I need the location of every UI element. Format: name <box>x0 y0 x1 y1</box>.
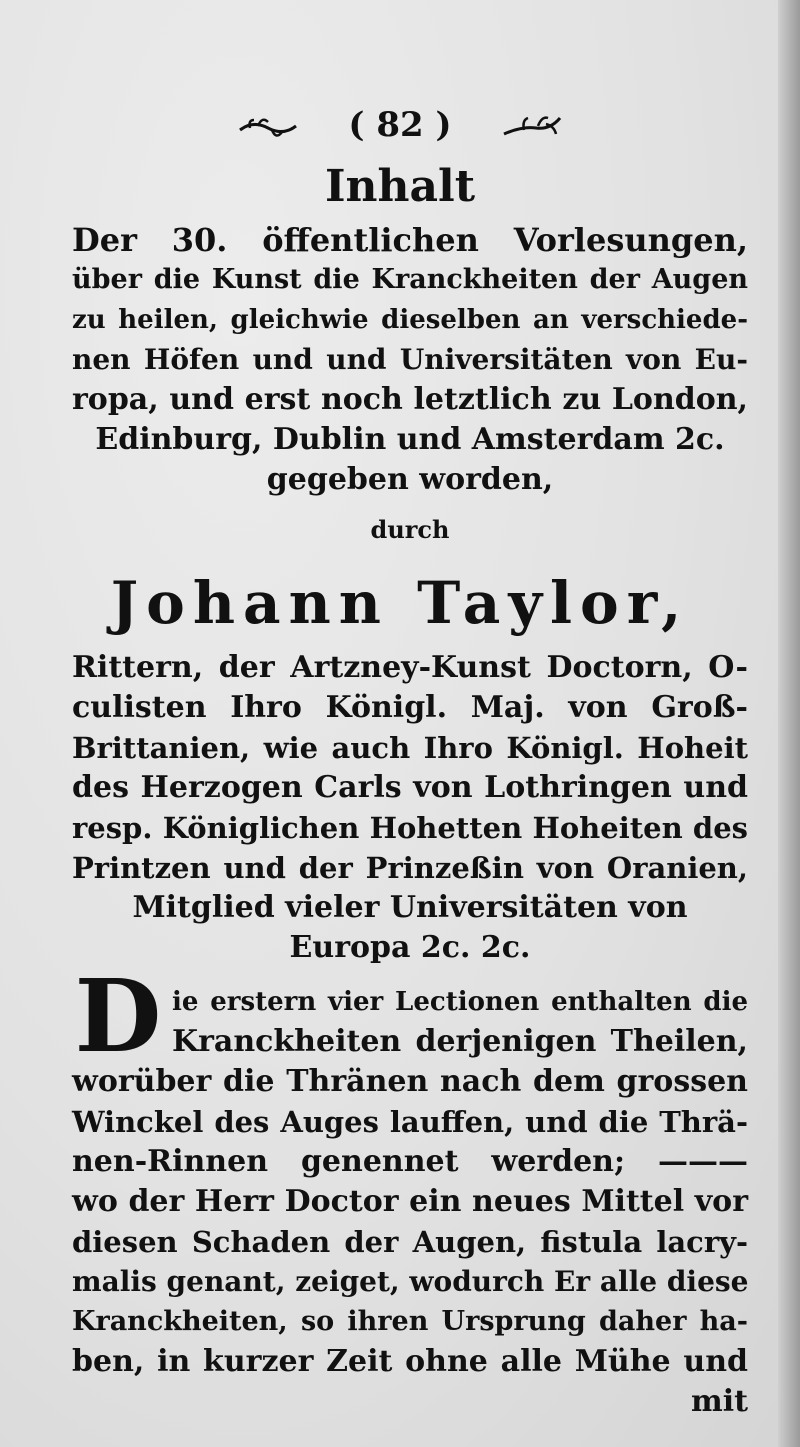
intro-line: zu heilen, gleichwie dieselben an verschiede- <box>72 305 748 335</box>
body-line: Kranckheiten derjenigen Theilen, <box>172 1024 748 1059</box>
titles-line: culisten Ihro Königl. Maj. von Groß- <box>72 690 748 725</box>
author-titles-block <box>72 648 748 968</box>
left-ornament-icon <box>238 112 298 142</box>
intro-line: durch <box>370 515 450 544</box>
titles-line: Brittanien, wie auch Ihro Königl. Hoheit <box>72 731 748 765</box>
intro-block <box>72 220 748 550</box>
body-line: ie erstern vier Lectionen enthalten die <box>172 987 748 1017</box>
body-line: malis genant, zeiget, wodurch Er alle diese <box>72 1265 749 1298</box>
titles-line: Printzen und der Prinzeßin von Oranien, <box>72 851 748 885</box>
body-line: nen-Rinnen genennet werden; ——— <box>72 1144 748 1179</box>
right-ornament-icon <box>502 112 562 142</box>
body-line: Kranckheiten, so ihren Ursprung daher ha- <box>72 1306 748 1337</box>
drop-cap: D <box>74 957 162 1075</box>
titles-line: Europa 2c. 2c. <box>289 930 531 965</box>
author-name: Johann Taylor, <box>110 569 690 637</box>
intro-line: gegeben worden, <box>266 462 554 497</box>
page-header <box>0 100 800 150</box>
intro-line: nen Höfen und und Universitäten von Eu- <box>72 343 748 376</box>
page-number: ( 82 ) <box>348 105 452 145</box>
titles-line: Mitglied vieler Universitäten von <box>132 890 688 925</box>
titles-line: resp. Königlichen Hohetten Hoheiten des <box>72 811 748 845</box>
body-line: diesen Schaden der Augen, fistula lacry- <box>72 1225 748 1259</box>
catchword: mit <box>691 1384 748 1419</box>
titles-line: des Herzogen Carls von Lothringen und <box>72 770 748 805</box>
body-line: Winckel des Auges lauffen, und die Thrä- <box>72 1105 748 1139</box>
page-edge <box>778 0 800 1447</box>
intro-line: Der 30. öffentlichen Vorlesungen, <box>72 221 748 259</box>
body-line: wo der Herr Doctor ein neues Mittel vor <box>72 1184 748 1219</box>
body-line: worüber die Thränen nach dem grossen <box>72 1064 748 1099</box>
intro-line: über die Kunst die Kranckheiten der Augen <box>72 264 748 295</box>
page-title: Inhalt <box>324 161 476 212</box>
body-line: ben, in kurzer Zeit ohne alle Mühe und <box>72 1344 748 1379</box>
body-text <box>72 982 748 1422</box>
titles-line: Rittern, der Artzney-Kunst Doctorn, O- <box>72 650 748 685</box>
intro-line: ropa, und erst noch letztlich zu London, <box>72 382 748 417</box>
intro-line: Edinburg, Dublin und Amsterdam 2c. <box>95 422 725 457</box>
